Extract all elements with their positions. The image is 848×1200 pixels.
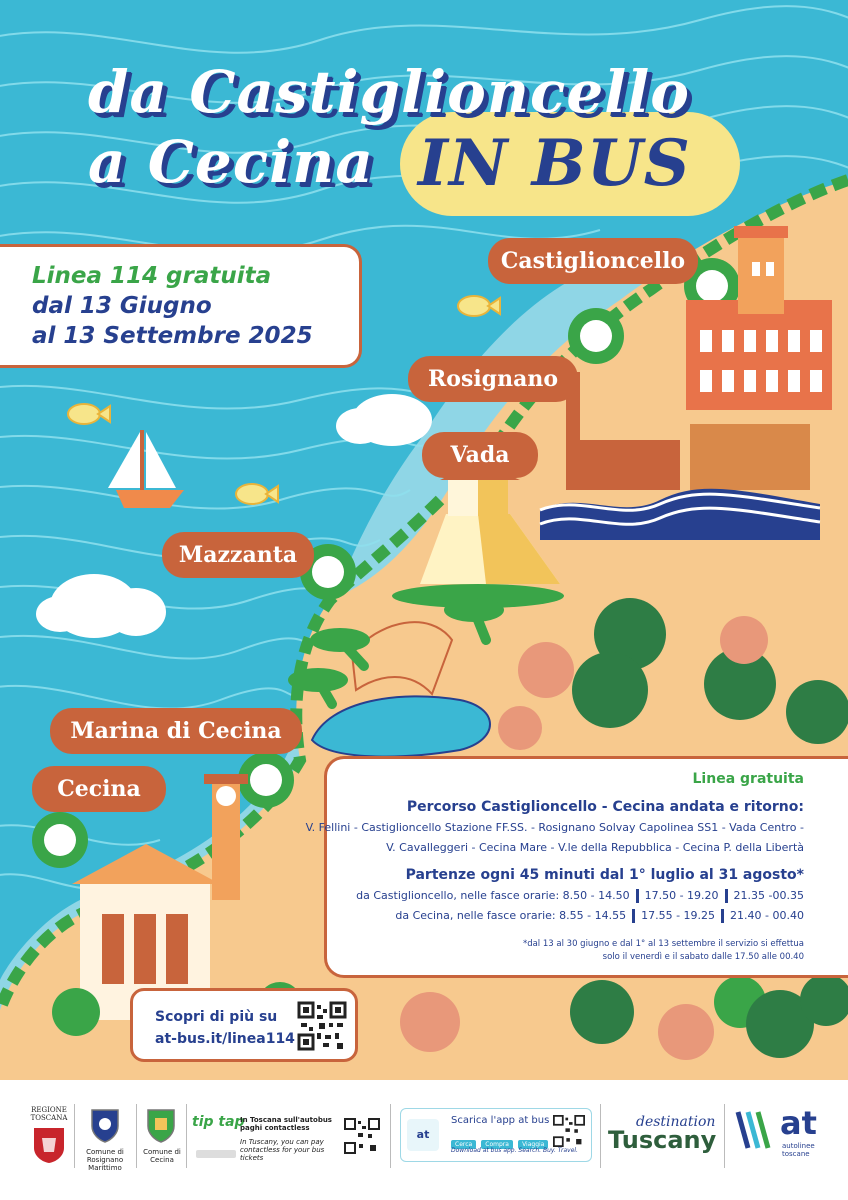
footnote-line-2: solo il venerdì e il sabato dalle 17.50 alle 00.40 bbox=[602, 952, 804, 962]
title-highlight: IN BUS bbox=[418, 126, 691, 201]
payment-cards-icon bbox=[196, 1150, 236, 1158]
line-free-label: Linea 114 gratuita bbox=[32, 263, 272, 289]
tiptap-qr-code-icon[interactable] bbox=[344, 1118, 380, 1154]
info-box bbox=[0, 244, 362, 368]
schedule-from-castiglioncello bbox=[356, 889, 804, 903]
comune-cecina-label: Comune di Cecina bbox=[143, 1148, 181, 1164]
separator bbox=[636, 889, 639, 903]
footnote-line-1: *dal 13 al 30 giugno e dal 1° al 13 settembre il servizio si effettua bbox=[522, 939, 804, 949]
stop-label-vada: Vada bbox=[422, 432, 538, 478]
app-qr-code-icon[interactable] bbox=[553, 1115, 585, 1147]
more-info-label: Scopri di più su bbox=[155, 1009, 278, 1025]
more-info-box bbox=[130, 988, 358, 1062]
cecina-crest-icon bbox=[146, 1106, 176, 1144]
tiptap-title: In Toscana sull'autobus paghi contactless bbox=[240, 1116, 332, 1132]
comune-rosignano-label: Comune di Rosignano Marittimo bbox=[86, 1148, 124, 1172]
schedule-cecina-slot-1: da Cecina, nelle fasce orarie: 8.55 - 14.55 bbox=[395, 909, 627, 922]
at-logo: at bbox=[780, 1104, 817, 1142]
divider bbox=[74, 1104, 75, 1168]
app-buttons bbox=[451, 1131, 548, 1148]
departures-title: Partenze ogni 45 minuti dal 1° luglio al 31 agosto* bbox=[405, 867, 804, 883]
app-button-buy[interactable]: Compra bbox=[481, 1140, 513, 1149]
app-english: Download at bus app. Search. Buy. Travel. bbox=[451, 1147, 578, 1154]
divider bbox=[600, 1104, 601, 1168]
schedule-cecina-slot-2: 17.55 - 19.25 bbox=[641, 909, 716, 922]
separator bbox=[721, 909, 724, 923]
destination-label: destination bbox=[636, 1114, 716, 1130]
schedule-castiglioncello-slot-3: 21.35 -00.35 bbox=[733, 889, 804, 902]
at-subtitle: autolinee toscane bbox=[782, 1142, 815, 1158]
title-line-2: a Cecina bbox=[88, 128, 374, 196]
route-stops-line-2: V. Cavalleggeri - Cecina Mare - V.le della Repubblica - Cecina P. della Libertà bbox=[386, 841, 804, 854]
date-from: dal 13 Giugno bbox=[32, 293, 212, 319]
free-line-label: Linea gratuita bbox=[692, 771, 804, 787]
stop-label-cecina: Cecina bbox=[32, 766, 166, 812]
schedule-castiglioncello-slot-2: 17.50 - 19.20 bbox=[644, 889, 719, 902]
stop-label-marina-di-cecina: Marina di Cecina bbox=[50, 708, 302, 754]
divider bbox=[136, 1104, 137, 1168]
title-line-1: da Castiglioncello bbox=[88, 58, 690, 126]
tiptap-logo: tip tap bbox=[192, 1114, 245, 1130]
app-title: Scarica l'app at bus bbox=[451, 1115, 550, 1126]
rosignano-crest-icon bbox=[90, 1106, 120, 1144]
app-button-search[interactable]: Cerca bbox=[451, 1140, 476, 1149]
tuscany-label: Tuscany bbox=[608, 1126, 717, 1154]
separator bbox=[725, 889, 728, 903]
stop-label-rosignano: Rosignano bbox=[408, 356, 578, 402]
route-stops-line-1: V. Fellini - Castiglioncello Stazione FF.SS. - Rosignano Solvay Capolinea SS1 - Vada Centro - bbox=[305, 821, 804, 834]
date-to: al 13 Settembre 2025 bbox=[32, 323, 313, 349]
stop-label-castiglioncello: Castiglioncello bbox=[488, 238, 698, 284]
stop-label-mazzanta: Mazzanta bbox=[162, 532, 314, 578]
autolinee-toscane-logo-icon bbox=[734, 1108, 778, 1152]
schedule-cecina-slot-3: 21.40 - 00.40 bbox=[730, 909, 804, 922]
regione-toscana-label: REGIONE TOSCANA bbox=[30, 1106, 68, 1122]
route-info-box bbox=[305, 756, 848, 978]
divider bbox=[390, 1104, 391, 1168]
separator bbox=[632, 909, 635, 923]
schedule-castiglioncello-slot-1: da Castiglioncello, nelle fasce orarie: 8.50 - 14.50 bbox=[356, 889, 630, 902]
divider bbox=[724, 1104, 725, 1168]
qr-code-icon[interactable] bbox=[297, 1001, 347, 1051]
regione-toscana-crest-icon bbox=[32, 1126, 66, 1164]
app-button-travel[interactable]: Viaggia bbox=[518, 1140, 548, 1149]
tiptap-english: In Tuscany, you can pay contactless for your bus tickets bbox=[240, 1138, 325, 1162]
more-info-link[interactable]: at-bus.it/linea114 bbox=[155, 1031, 295, 1047]
footer bbox=[0, 1080, 848, 1200]
app-download-box[interactable] bbox=[400, 1108, 592, 1162]
route-title: Percorso Castiglioncello - Cecina andata e ritorno: bbox=[406, 799, 804, 815]
divider bbox=[186, 1104, 187, 1168]
at-bus-app-icon: at bbox=[407, 1119, 439, 1151]
schedule-from-cecina bbox=[395, 909, 804, 923]
